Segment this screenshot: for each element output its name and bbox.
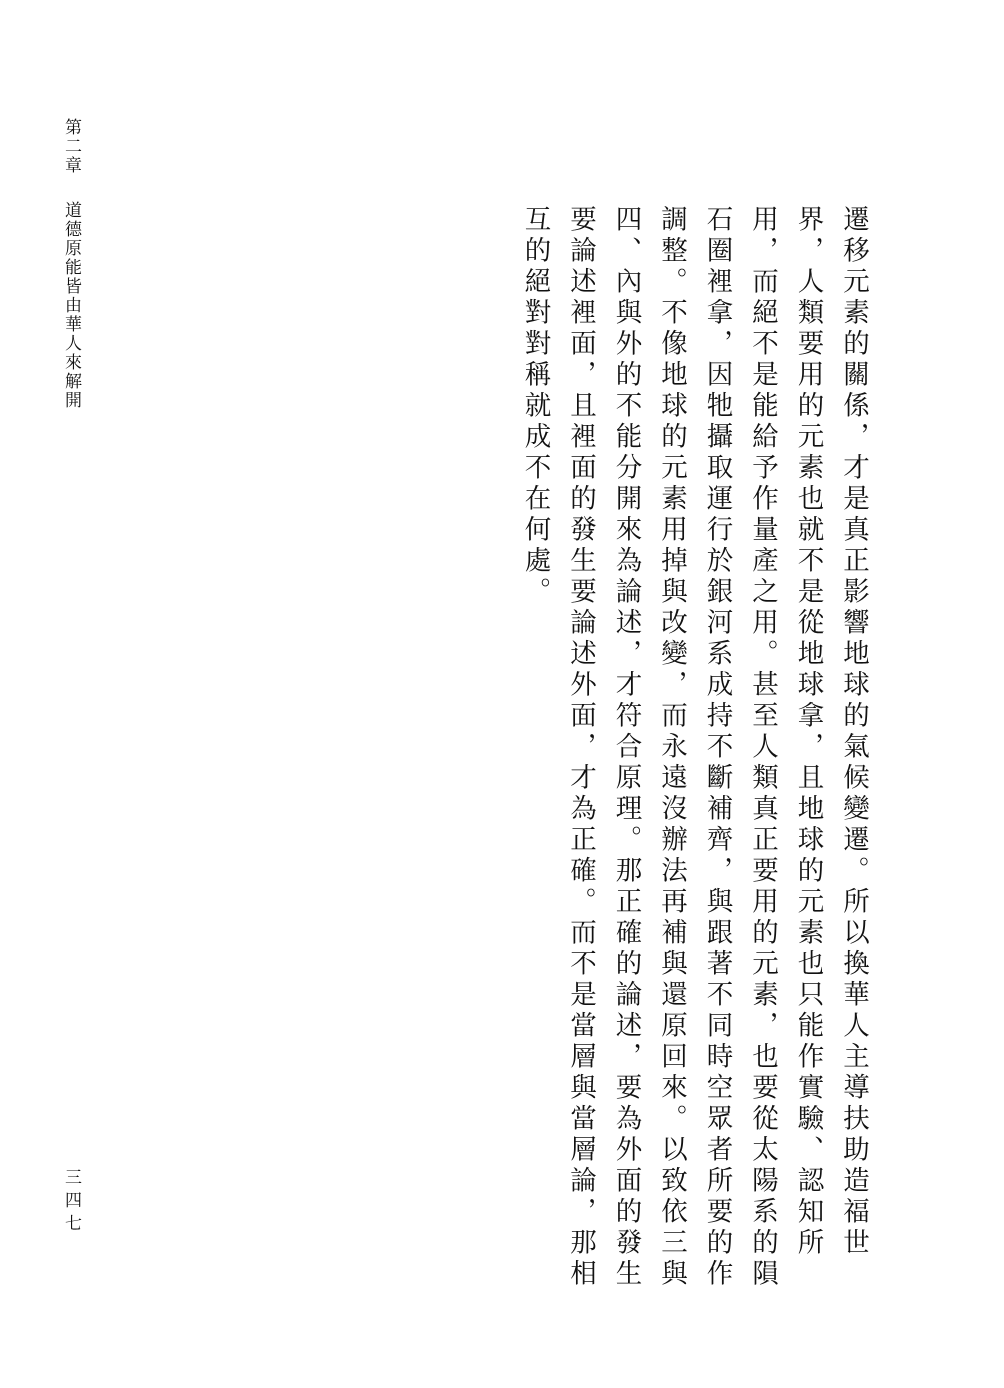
chapter-label: 第二章 <box>61 118 81 175</box>
chapter-title: 道德原能皆由華人來解開 <box>61 201 81 410</box>
text-column: 互的絕對對稱就成不在何處。 <box>519 205 551 608</box>
running-header <box>62 118 79 410</box>
text-column: 石圈裡拿，因牠攝取運行於銀河系成持不斷補齊，與跟著不同時空眾者所要的作 <box>701 205 733 1290</box>
page-number: 三四七 <box>61 1168 81 1237</box>
text-column: 用，而絕不是能給予作量產之用。甚至人類真正要用的元素，也要從太陽系的隕 <box>747 205 778 1290</box>
text-column: 遷移元素的關係，才是真正影響地球的氣候變遷。所以換華人主導扶助造福世 <box>838 205 869 1259</box>
body-text <box>516 205 876 1295</box>
text-column: 界，人類要用的元素也就不是從地球拿，且地球的元素也只能作實驗、認知所 <box>792 205 824 1259</box>
text-column: 四、內與外的不能分開來為論述，才符合原理。那正確的論述，要為外面的發生 <box>610 205 642 1290</box>
text-column: 要論述裡面，且裡面的發生要論述外面，才為正確。而不是當層與當層論，那相 <box>565 205 596 1290</box>
text-column: 調整。不像地球的元素用掉與改變，而永遠沒辦法再補與還原回來。以致依三與 <box>656 205 687 1290</box>
